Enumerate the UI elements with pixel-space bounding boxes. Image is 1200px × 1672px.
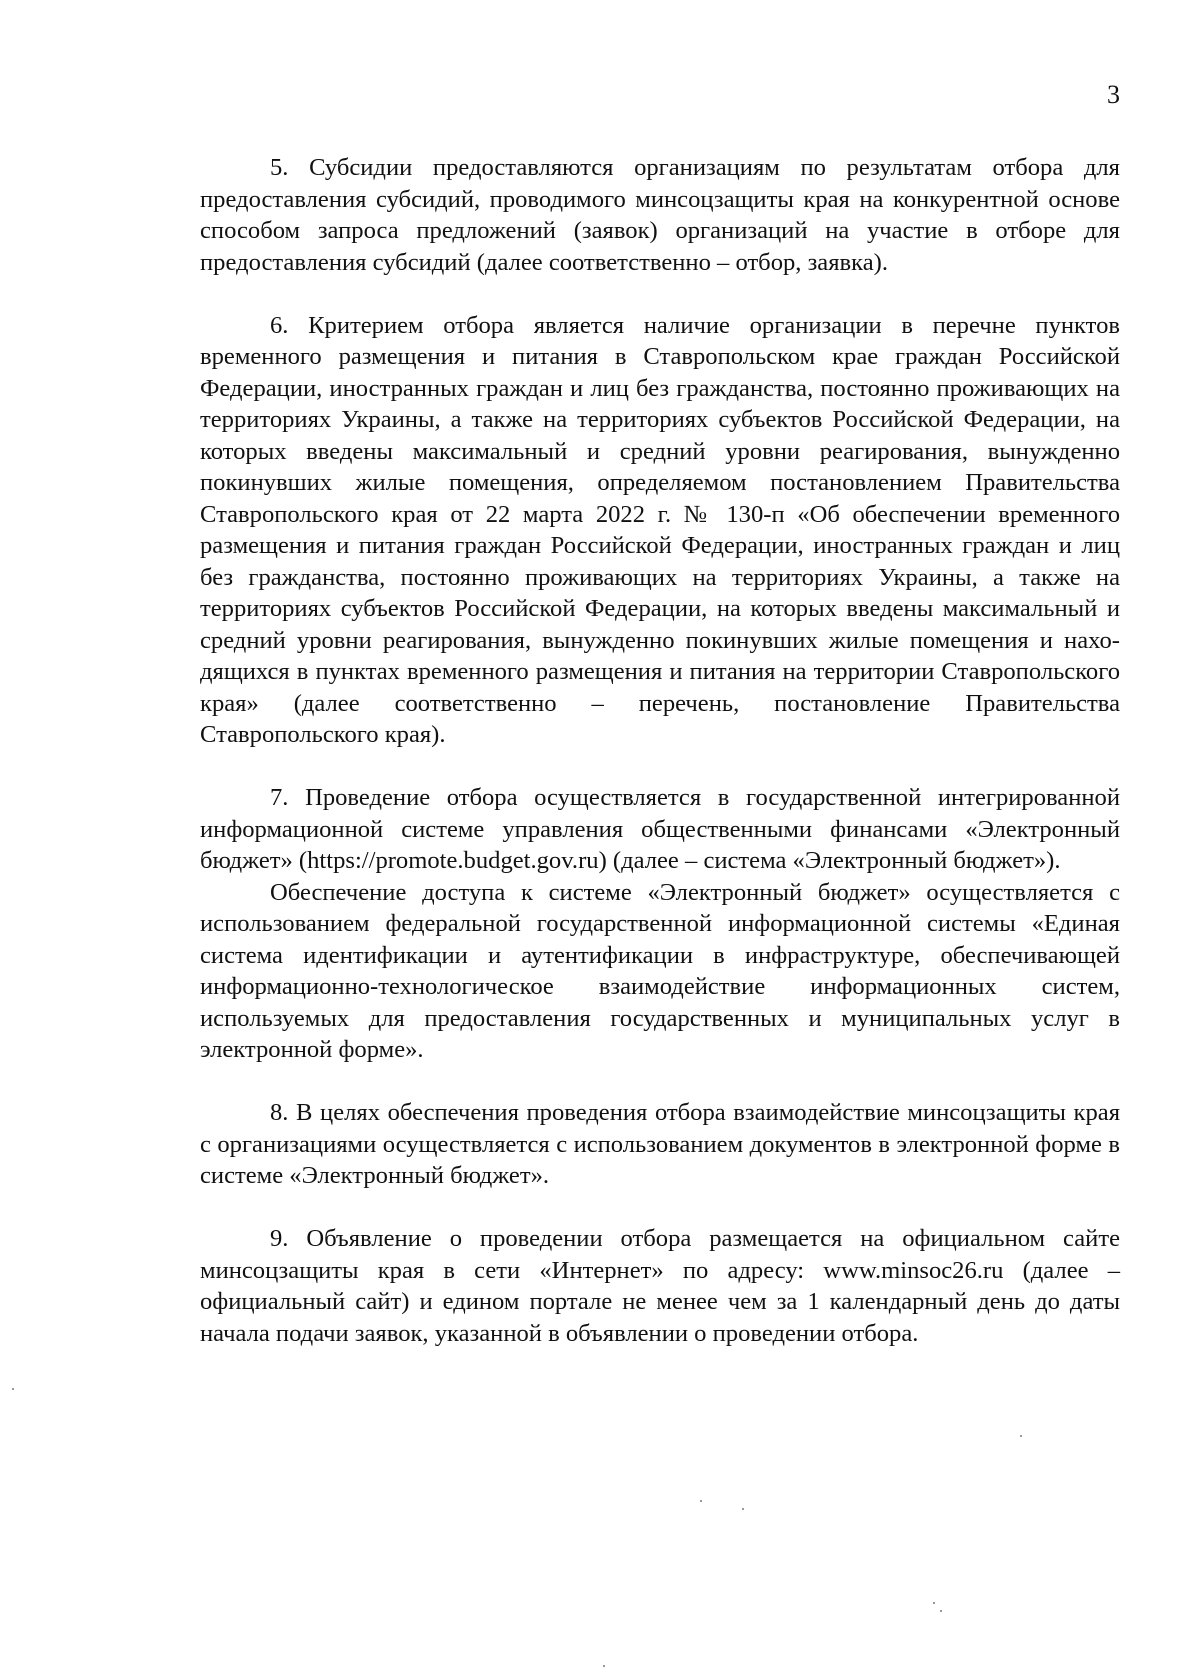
paragraph-9: 9. Объявление о проведении отбора размещается на официальном сайте минсоцзащиты края в сети «Интернет» по адресу: www.minsoc26.ru (далее – официальный сайт) и едином портале не менее чем за 1 календарный день до даты начала подачи заявок, указанной в объявлении о проведении отбора. xyxy=(200,1225,1120,1347)
document-body xyxy=(200,152,1120,1349)
scan-speck xyxy=(700,1500,702,1502)
paragraph-8: 8. В целях обеспечения проведения отбора взаимодействие минсоцзащиты края с организациями осуществляется с использованием документов в электронной форме в системе «Электронный бюджет». xyxy=(200,1099,1120,1189)
page-number: 3 xyxy=(1107,80,1120,109)
paragraph-7-access: Обеспечение доступа к системе «Электронный бюджет» осуществляется с использованием федеральной государственной информационной системы «Единая система идентификации и аутентификации в инфраструктуре, обеспечивающей информационно-технологическое взаимодействие информационных систем, используемых для предоставления государственных и муниципальных услуг в электронной форме». xyxy=(200,878,1120,1063)
scan-speck xyxy=(12,1388,14,1390)
scan-speck xyxy=(1020,1435,1022,1437)
scan-speck xyxy=(603,1665,605,1667)
paragraph-6: 6. Критерием отбора является наличие организации в перечне пунктов временного размещения и питания в Ставропольском крае граждан Российской Федерации, иностранных граждан и лиц без гражданства, постоянно проживающих на территориях Украины, а также на территориях субъектов Российской Федерации, на которых введены максимальный и средний уровни реагирования, вынужденно покинувших жилые помещения, определяемом постановлением Правительства Ставропольского края от 22 марта 2022 г. № 130-п «Об обеспечении временного размещения и питания граждан Российской Федерации, иностранных граждан и лиц без гражданства, постоянно проживающих на территориях Украины, а также на территориях субъектов Российской Федерации, на которых введены максимальный и средний уровни реагирования, вынужденно покинувших жилые помещения и находящихся в пунктах временного размещения и питания на территории Ставропольского края» (далее соответственно – перечень, постановление Правительства Ставропольского края). xyxy=(200,311,1120,748)
scan-speck xyxy=(742,1508,744,1510)
paragraph-5: 5. Субсидии предоставляются организациям по результатам отбора для предоставления субсидий, проводимого минсоцзащиты края на конкурентной основе способом запроса предложений (заявок) организаций на участие в отборе для предоставления субсидий (далее соответственно – отбор, заявка). xyxy=(200,154,1120,276)
paragraph-7: 7. Проведение отбора осуществляется в государственной интегрированной информационной системе управления общественными финансами «Электронный бюджет» (https://promote.budget.gov.ru) (далее – система «Электронный бюджет»). xyxy=(200,784,1120,874)
scan-speck xyxy=(933,1602,935,1604)
scan-speck xyxy=(940,1610,942,1612)
